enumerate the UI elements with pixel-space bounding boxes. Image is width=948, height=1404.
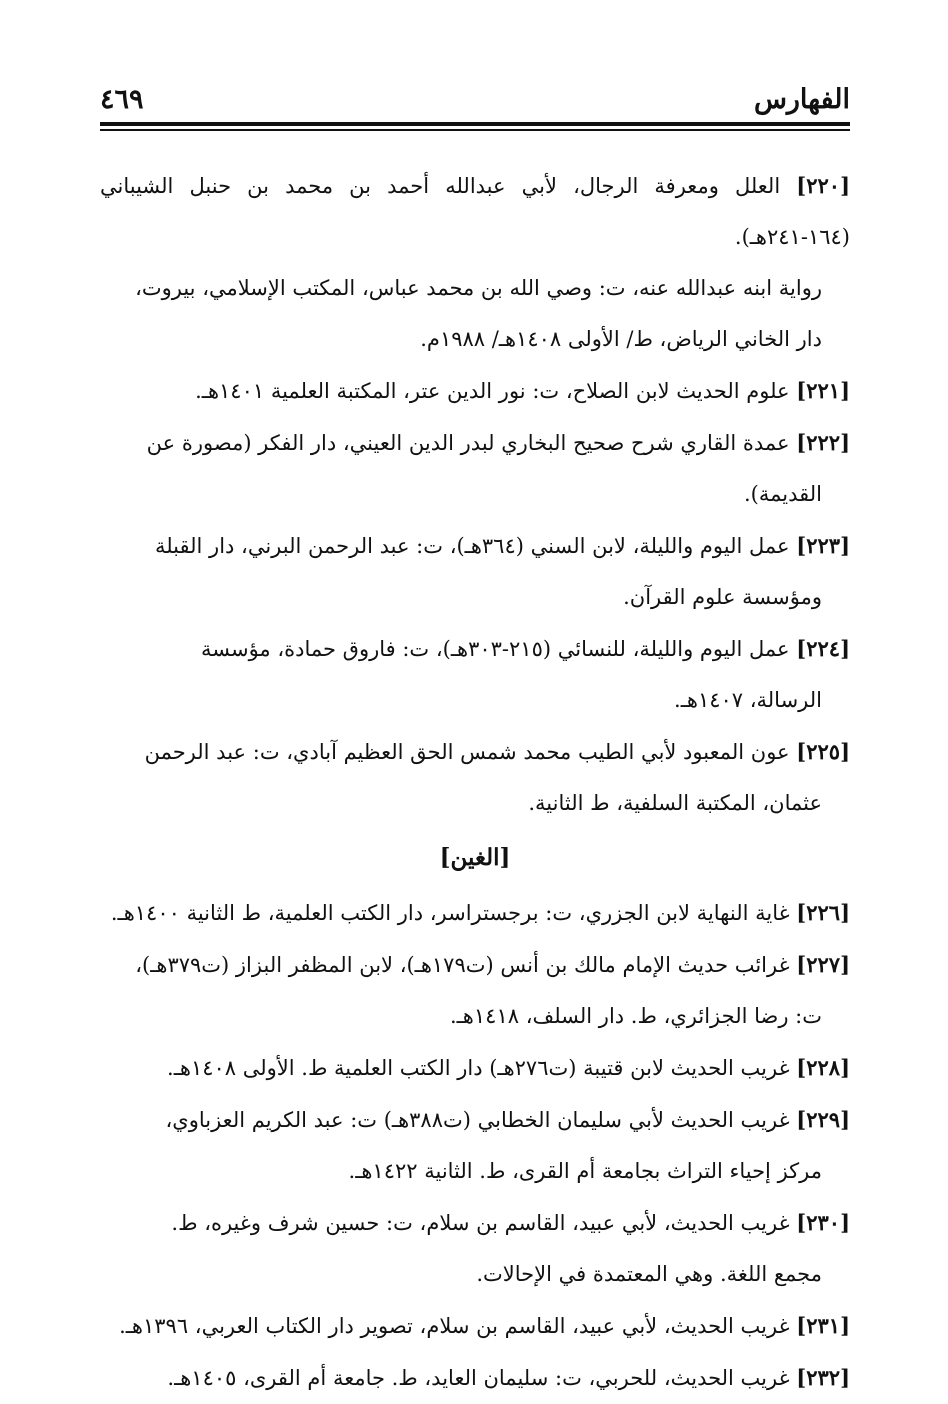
bibliography-entry [100,365,850,417]
entry-number: [٢٢٨] [796,1055,850,1080]
entry-line: عمدة القاري شرح صحيح البخاري لبدر الدين العيني، دار الفكر (مصورة عن [146,431,790,455]
entry-line: ومؤسسة علوم القرآن. [623,585,822,609]
bibliography-entry [100,726,850,829]
entry-line: غريب الحديث لابن قتيبة (ت٢٧٦هـ) دار الكتب العلمية ط. الأولى ١٤٠٨هـ. [167,1056,790,1080]
entry-line: عون المعبود لأبي الطيب محمد شمس الحق العظيم آبادي، ت: عبد الرحمن [144,740,790,764]
bibliography-entry [100,520,850,623]
entry-line: غريب الحديث، للحربي، ت: سليمان العايد، ط. جامعة أم القرى، ١٤٠٥هـ. [167,1366,790,1390]
bibliography-entry [100,1197,850,1300]
bibliography-entry [100,1094,850,1197]
entry-line: ت: رضا الجزائري، ط. دار السلف، ١٤١٨هـ. [449,1004,822,1028]
entry-number: [٢٣٢] [796,1365,850,1390]
entry-number: [٢٢٠] [796,173,850,198]
entry-number: [٢٢٤] [796,636,850,661]
entry-line: الرسالة، ١٤٠٧هـ. [674,688,822,712]
entry-line: غاية النهاية لابن الجزري، ت: برجستراسر، دار الكتب العلمية، ط الثانية ١٤٠٠هـ. [110,901,790,925]
entry-number: [٢٢٥] [796,739,850,764]
header-rule-thin [100,129,850,131]
page-number: ٤٦٩ [100,84,144,115]
bibliography-entry [100,887,850,939]
entry-number: [٢٢١] [796,378,850,403]
entry-number: [٢٢٦] [796,900,850,925]
bibliography-entry [100,623,850,726]
entry-line: عثمان، المكتبة السلفية، ط الثانية. [528,791,822,815]
entries-ain [100,160,850,829]
entry-line: غرائب حديث الإمام مالك بن أنس (ت١٧٩هـ)، لابن المظفر البزاز (ت٣٧٩هـ)، [135,953,790,977]
running-header [100,84,850,120]
entry-line: دار الخاني الرياض، ط/ الأولى ١٤٠٨هـ/ ١٩٨٨م. [420,327,822,351]
entry-line: غريب الحديث، لأبي عبيد، القاسم بن سلام، تصوير دار الكتاب العربي، ١٣٩٦هـ. [119,1314,790,1338]
bibliography-entry [100,1042,850,1094]
entry-line: رواية ابنه عبدالله عنه، ت: وصي الله بن محمد عباس، المكتب الإسلامي، بيروت، [135,276,822,300]
entry-number: [٢٣١] [796,1313,850,1338]
entry-line: عمل اليوم والليلة، للنسائي (٢١٥-٣٠٣هـ)، ت: فاروق حمادة، مؤسسة [200,637,790,661]
header-rule-thick [100,122,850,126]
section-heading: [الغين] [439,844,511,871]
header-title: الفهارس [753,84,850,115]
entry-number: [٢٢٩] [796,1107,850,1132]
entry-number: [٢٢٧] [796,952,850,977]
bibliography-entry [100,1300,850,1352]
entry-line: علوم الحديث لابن الصلاح، ت: نور الدين عتر، المكتبة العلمية ١٤٠١هـ. [195,379,790,403]
entry-number: [٢٢٢] [796,430,850,455]
entry-line: غريب الحديث، لأبي عبيد، القاسم بن سلام، ت: حسين شرف وغيره، ط. [171,1211,790,1235]
bibliography-list [100,160,850,1404]
bibliography-entry [100,1352,850,1404]
entry-number: [٢٣٠] [796,1210,850,1235]
entry-number: [٢٢٣] [796,533,850,558]
bibliography-entry [100,417,850,520]
entry-line: القديمة). [744,482,822,506]
entry-line: مركز إحياء التراث بجامعة أم القرى، ط. الثانية ١٤٢٢هـ. [348,1159,822,1183]
bibliography-entry [100,939,850,1042]
entries-ghain [100,887,850,1404]
entry-line: مجمع اللغة. وهي المعتمدة في الإحالات. [476,1262,822,1286]
bibliography-entry [100,160,850,365]
entry-line: العلل ومعرفة الرجال، لأبي عبدالله أحمد بن محمد بن حنبل الشيباني (١٦٤-٢٤١هـ). [100,174,850,249]
entry-line: غريب الحديث لأبي سليمان الخطابي (ت٣٨٨هـ) ت: عبد الكريم العزباوي، [165,1108,790,1132]
entry-line: عمل اليوم والليلة، لابن السني (٣٦٤هـ)، ت: عبد الرحمن البرني، دار القبلة [154,534,790,558]
